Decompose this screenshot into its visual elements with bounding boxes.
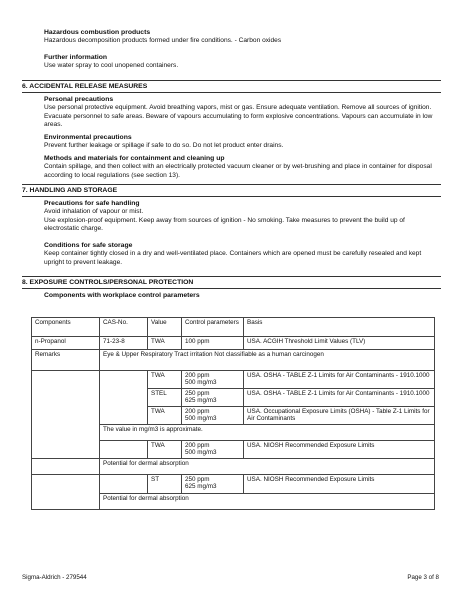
safe-handling-heading: Precautions for safe handling — [44, 200, 140, 207]
limit-type: TWA — [148, 337, 182, 350]
table-note: Potential for dermal absorption — [100, 459, 435, 475]
table-row — [32, 371, 435, 389]
containment-block — [44, 155, 436, 180]
empty-cell — [32, 371, 100, 459]
further-information-block — [44, 54, 436, 71]
footer-page-number: Page 3 of 8 — [407, 574, 439, 581]
empty-cell — [100, 475, 148, 494]
section-7-title: 7. HANDLING AND STORAGE — [22, 187, 118, 194]
components-block — [44, 292, 436, 300]
personal-precautions-block — [44, 96, 436, 129]
table-row — [32, 459, 435, 475]
environmental-precautions-block — [44, 134, 436, 151]
table-row — [32, 475, 435, 494]
table-note: Potential for dermal absorption — [100, 494, 435, 510]
header-cas-no: CAS-No. — [100, 318, 148, 337]
further-information-heading: Further information — [44, 54, 108, 61]
table-note: The value in mg/m3 is approximate. — [100, 425, 435, 441]
control-parameter: 200 ppm 500 mg/m3 — [182, 407, 244, 425]
empty-cell — [32, 459, 100, 475]
control-parameter: 250 ppm 625 mg/m3 — [182, 475, 244, 494]
hazardous-combustion-text: Hazardous decomposition products formed under fire conditions. - Carbon oxides — [44, 37, 282, 45]
section-divider — [22, 184, 441, 185]
limit-type: TWA — [148, 371, 182, 389]
empty-cell — [32, 475, 100, 510]
section-divider — [22, 80, 441, 81]
table-row — [32, 350, 435, 371]
safe-storage-block — [44, 242, 436, 267]
safe-handling-block — [44, 200, 436, 233]
control-parameter: 200 ppm 500 mg/m3 — [182, 441, 244, 459]
component-name: n-Propanol — [32, 337, 100, 350]
basis-text: USA. NIOSH Recommended Exposure Limits — [244, 475, 435, 494]
limit-type: TWA — [148, 407, 182, 425]
environmental-precautions-heading: Environmental precautions — [44, 134, 132, 141]
control-parameter: 100 ppm — [182, 337, 244, 350]
personal-precautions-heading: Personal precautions — [44, 96, 114, 103]
basis-text: USA. NIOSH Recommended Exposure Limits — [244, 441, 435, 459]
personal-precautions-text: Use personal protective equipment. Avoid breathing vapors, mist or gas. Ensure adequate ventilation. Remove all sources of ignition. Evacuate personnel to safe areas. Beware of vapours accumulating to form explosive concentrations. Vapours can accumulate in low areas. — [44, 104, 433, 128]
table-row — [32, 337, 435, 350]
hazardous-combustion-heading: Hazardous combustion products — [44, 29, 151, 36]
section-divider — [22, 196, 441, 197]
section-divider — [22, 288, 441, 289]
empty-cell — [100, 441, 148, 459]
empty-cell — [100, 371, 148, 425]
section-6-title: 6. ACCIDENTAL RELEASE MEASURES — [22, 83, 148, 90]
safe-handling-line-2: Use explosion-proof equipment. Keep away from sources of ignition - No smoking. Take measures to prevent the build up of electrostatic charge. — [44, 216, 405, 232]
limit-type: TWA — [148, 441, 182, 459]
header-basis: Basis — [244, 318, 435, 337]
limit-type: STEL — [148, 389, 182, 407]
remarks-label: Remarks — [32, 350, 100, 371]
header-value: Value — [148, 318, 182, 337]
safe-storage-heading: Conditions for safe storage — [44, 242, 133, 249]
section-divider — [22, 276, 441, 277]
limit-type: ST — [148, 475, 182, 494]
header-control-parameters: Control parameters — [182, 318, 244, 337]
header-components: Components — [32, 318, 100, 337]
basis-text: USA. OSHA - TABLE Z-1 Limits for Air Contaminants - 1910.1000 — [244, 389, 435, 407]
footer-product-id: Sigma-Aldrich - 279544 — [22, 574, 87, 581]
cas-number: 71-23-8 — [100, 337, 148, 350]
further-information-text: Use water spray to cool unopened containers. — [44, 62, 179, 70]
containment-text: Contain spillage, and then collect with an electrically protected vacuum cleaner or by wet-brushing and place in container for disposal according to local regulations (see section 13). — [44, 163, 432, 179]
environmental-precautions-text: Prevent further leakage or spillage if safe to do so. Do not let product enter drains. — [44, 142, 284, 150]
section-8-title: 8. EXPOSURE CONTROLS/PERSONAL PROTECTION — [22, 279, 194, 286]
exposure-limits-table — [31, 317, 435, 510]
hazardous-combustion-block — [44, 29, 436, 46]
safe-storage-text: Keep container tightly closed in a dry and well-ventilated place. Containers which are opened must be carefully resealed and kept upright to prevent leakage. — [44, 250, 422, 266]
table-header-row — [32, 318, 435, 337]
basis-text: USA. Occupational Exposure Limits (OSHA) - Table Z-1 Limits for Air Contaminants — [244, 407, 435, 425]
basis-text: USA. OSHA - TABLE Z-1 Limits for Air Contaminants - 1910.1000 — [244, 371, 435, 389]
safe-handling-line-1: Avoid inhalation of vapour or mist. — [44, 208, 144, 216]
containment-heading: Methods and materials for containment and cleaning up — [44, 155, 225, 162]
control-parameter: 250 ppm 625 mg/m3 — [182, 389, 244, 407]
remarks-text: Eye & Upper Respiratory Tract irritation Not classifiable as a human carcinogen — [100, 350, 435, 371]
components-heading: Components with workplace control parameters — [44, 292, 200, 299]
control-parameter: 200 ppm 500 mg/m3 — [182, 371, 244, 389]
basis-text: USA. ACGIH Threshold Limit Values (TLV) — [244, 337, 435, 350]
section-divider — [22, 92, 441, 93]
